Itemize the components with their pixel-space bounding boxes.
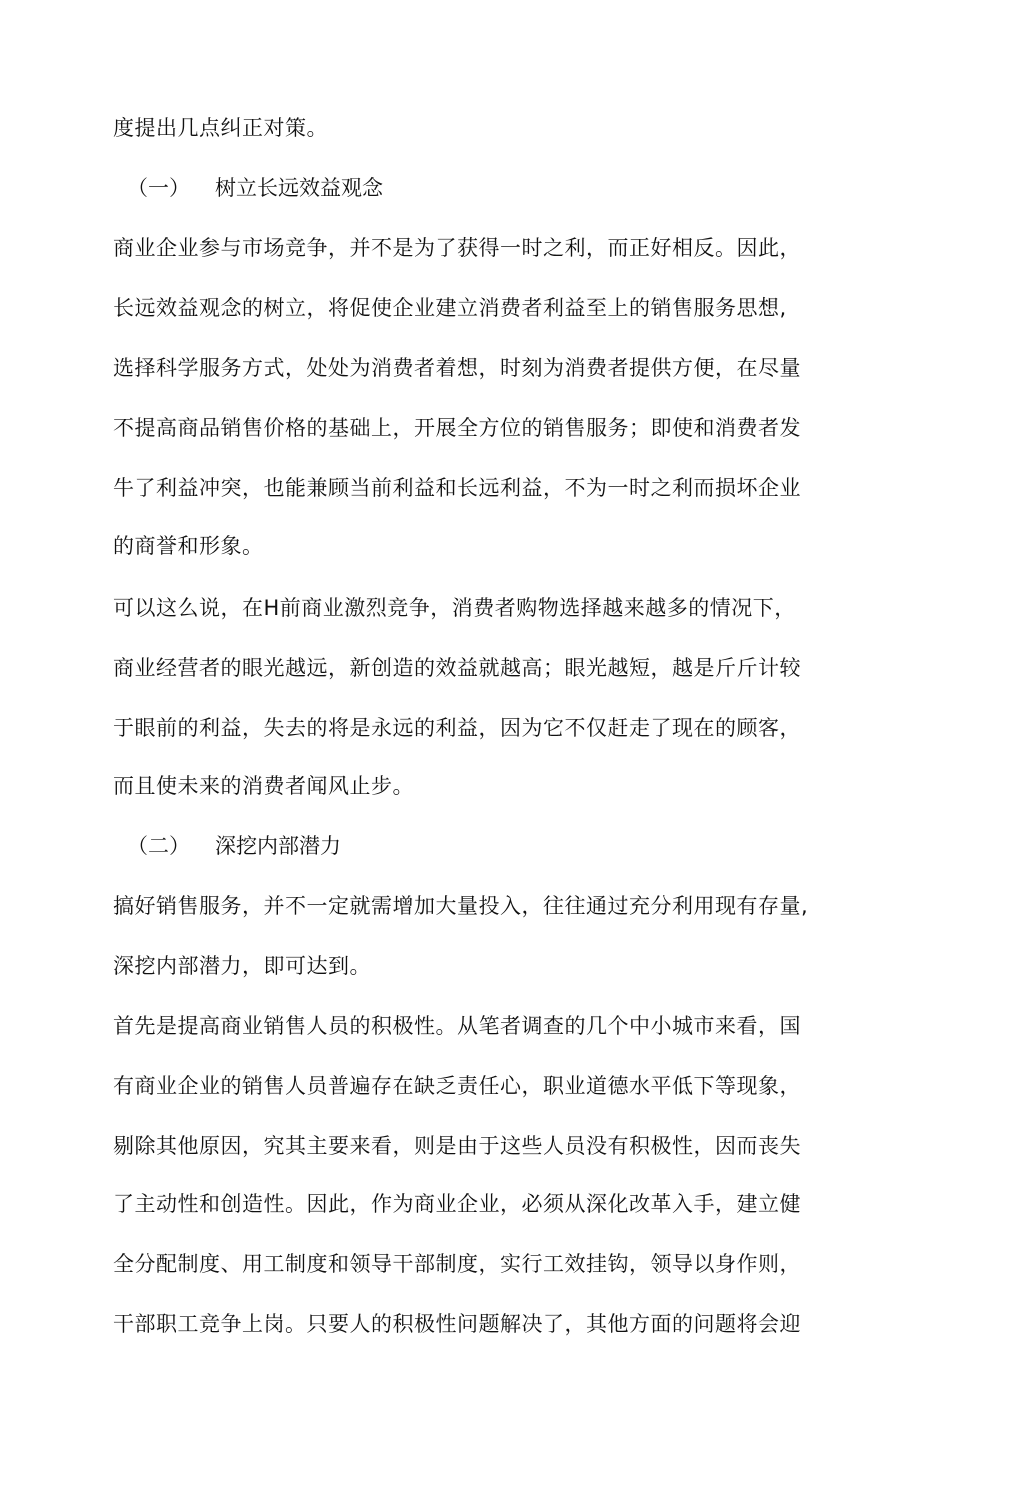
section-heading-2 <box>127 831 341 861</box>
paragraph-line: 了主动性和创造性。因此，作为商业企业，必须从深化改革入手，建立健 <box>113 1192 801 1216</box>
section-heading-1 <box>127 173 383 203</box>
paragraph-line: 首先是提高商业销售人员的积极性。从笔者调查的几个中小城市来看，国 <box>113 1014 801 1038</box>
paragraph-line: 深挖内部潜力，即可达到。 <box>113 954 371 978</box>
section-heading-title: 树立长远效益观念 <box>215 176 383 200</box>
paragraph-line: 于眼前的利益，失去的将是永远的利益，因为它不仅赶走了现在的顾客， <box>113 716 801 740</box>
section-heading-title: 深挖内部潜力 <box>215 834 341 858</box>
paragraph-line: 商业企业参与市场竞争，并不是为了获得一时之利，而正好相反。因此， <box>113 236 801 260</box>
paragraph-line: 搞好销售服务，并不一定就需增加大量投入，往往通过充分利用现有存量, <box>113 894 809 918</box>
section-heading-number: （一） <box>127 176 190 200</box>
section-heading-number: （二） <box>127 834 190 858</box>
paragraph-line: 不提高商品销售价格的基础上，开展全方位的销售服务；即使和消费者发 <box>113 416 801 440</box>
paragraph-line: 商业经营者的眼光越远，新创造的效益就越高；眼光越短，越是斤斤计较 <box>113 656 801 680</box>
paragraph-line: 度提出几点纠正对策。 <box>113 116 328 140</box>
paragraph-line: 全分配制度、用工制度和领导干部制度，实行工效挂钩，领导以身作则， <box>113 1252 801 1276</box>
paragraph-line: 有商业企业的销售人员普遍存在缺乏责任心，职业道德水平低下等现象， <box>113 1074 801 1098</box>
paragraph-line: 的商誉和形象。 <box>113 534 264 558</box>
paragraph-line: 而且使未来的消费者闻风止步。 <box>113 774 414 798</box>
paragraph-line: 干部职工竞争上岗。只要人的积极性问题解决了，其他方面的问题将会迎 <box>113 1312 801 1336</box>
paragraph-line: 牛了利益冲突，也能兼顾当前利益和长远利益，不为一时之利而损坏企业 <box>113 476 801 500</box>
paragraph-line: 可以这么说，在H前商业激烈竞争，消费者购物选择越来越多的情况下， <box>113 596 796 620</box>
paragraph-line: 选择科学服务方式，处处为消费者着想，时刻为消费者提供方便，在尽量 <box>113 356 801 380</box>
paragraph-line: 长远效益观念的树立，将促使企业建立消费者利益至上的销售服务思想, <box>113 296 787 320</box>
paragraph-line: 剔除其他原因，究其主要来看，则是由于这些人员没有积极性，因而丧失 <box>113 1134 801 1158</box>
